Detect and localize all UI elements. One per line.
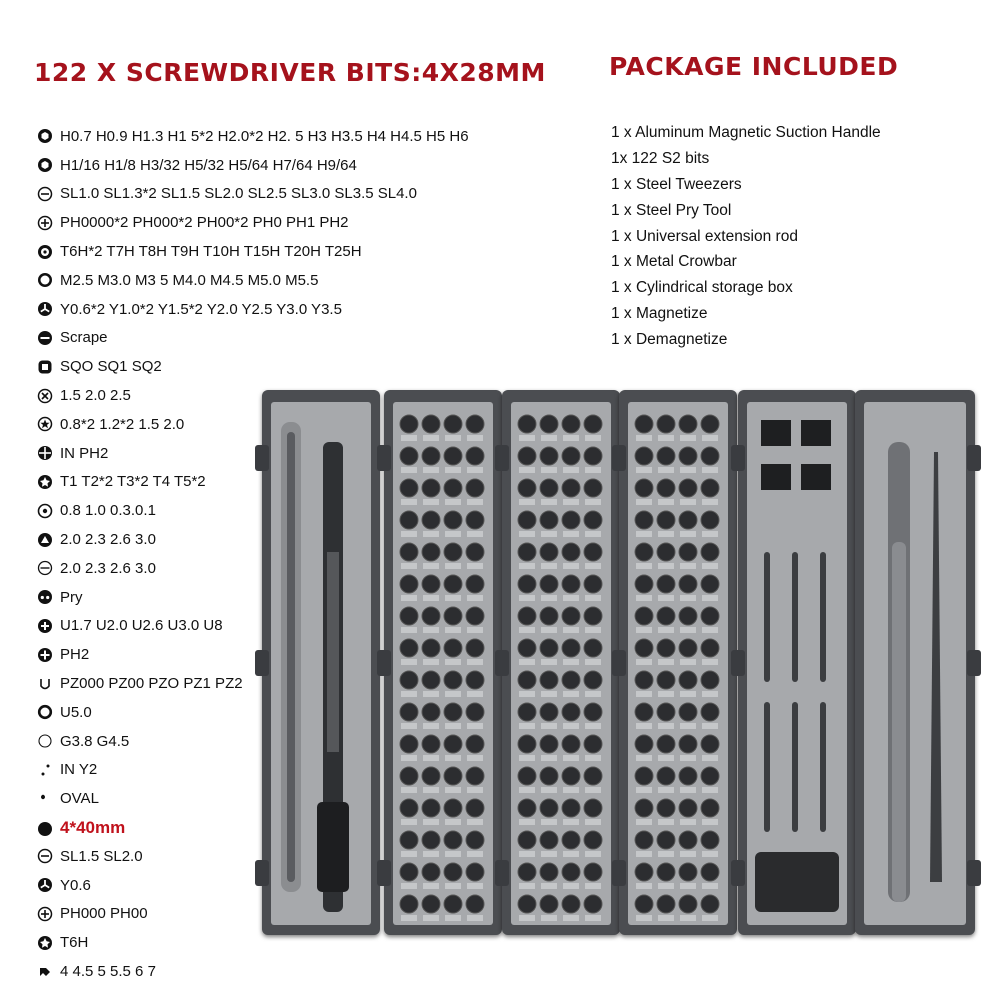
- extension-rod-icon: [864, 402, 964, 925]
- thin-ring-icon: [36, 732, 54, 750]
- spec-row: [36, 180, 469, 209]
- spec-text: IN Y2: [60, 761, 98, 779]
- wrench-icon: [36, 963, 54, 981]
- ring-icon: [36, 703, 54, 721]
- precision-tools-icon: [747, 402, 847, 925]
- pry-icon: [36, 588, 54, 606]
- spec-text: G3.8 G4.5: [60, 732, 130, 750]
- solid-dot-icon: [36, 819, 54, 837]
- hex-icon: [36, 156, 54, 174]
- oval-icon: [36, 790, 54, 808]
- spec-text: Scrape: [60, 329, 108, 347]
- spec-text: H1/16 H1/8 H3/32 H5/32 H5/64 H7/64 H9/64: [60, 156, 357, 174]
- case-hinge: [731, 445, 745, 471]
- spec-text: PZ000 PZ00 PZO PZ1 PZ2: [60, 675, 243, 693]
- spec-row: [36, 237, 469, 266]
- spec-text: T6H: [60, 934, 89, 952]
- spec-text: T6H*2 T7H T8H T9H T10H T15H T20H T25H: [60, 243, 362, 261]
- square-icon: [36, 358, 54, 376]
- torx-hole-icon: [36, 243, 54, 261]
- spec-text: Pry: [60, 588, 83, 606]
- spec-text: T1 T2*2 T3*2 T4 T5*2: [60, 473, 206, 491]
- case-hinge: [377, 860, 391, 886]
- spec-row: [36, 266, 469, 295]
- spec-text: M2.5 M3.0 M3 5 M4.0 M4.5 M5.0 M5.5: [60, 271, 319, 289]
- package-list: [611, 120, 881, 353]
- case-hinge: [612, 445, 626, 471]
- spec-text: 1.5 2.0 2.5: [60, 387, 131, 405]
- panel-tray: [511, 402, 611, 925]
- case-panel: [384, 390, 502, 935]
- phillips-icon: [36, 905, 54, 923]
- spec-text: IN PH2: [60, 444, 109, 462]
- spec-row: [36, 957, 469, 986]
- panel-tray: [271, 402, 371, 925]
- spec-text: Y0.6: [60, 876, 91, 894]
- case-hinge: [255, 860, 269, 886]
- spec-row: [36, 295, 469, 324]
- spec-text: H0.7 H0.9 H1.3 H1 5*2 H2.0*2 H2. 5 H3 H3.5 H4 H4.5 H5 H6: [60, 127, 469, 145]
- spec-row: [36, 151, 469, 180]
- spec-text: PH0000*2 PH000*2 PH00*2 PH0 PH1 PH2: [60, 214, 349, 232]
- slotted-icon: [36, 185, 54, 203]
- case-hinge: [377, 650, 391, 676]
- handle-tools-icon: [271, 402, 371, 925]
- spec-text: 0.8*2 1.2*2 1.5 2.0: [60, 415, 185, 433]
- spec-text: 2.0 2.3 2.6 3.0: [60, 531, 156, 549]
- spec-text: SL1.0 SL1.3*2 SL1.5 SL2.0 SL2.5 SL3.0 SL3.5 SL4.0: [60, 185, 417, 203]
- case-hinge: [495, 860, 509, 886]
- bits-title: 122 X SCREWDRIVER BITS:4X28MM: [34, 58, 546, 87]
- spec-row: [36, 324, 469, 353]
- package-item: 1 x Cylindrical storage box: [611, 279, 793, 297]
- spec-row: [36, 208, 469, 237]
- case-panel: [619, 390, 737, 935]
- panel-tray: [393, 402, 493, 925]
- spec-row: [36, 352, 469, 381]
- scrape-icon: [36, 329, 54, 347]
- spec-text: 2.0 2.3 2.6 3.0: [60, 559, 156, 577]
- hex-icon: [36, 127, 54, 145]
- bit-grid-icon: [393, 402, 493, 925]
- case-panel: [262, 390, 380, 935]
- phillips-icon: [36, 214, 54, 232]
- spec-text: PH2: [60, 646, 90, 664]
- package-item: 1 x Steel Tweezers: [611, 175, 742, 193]
- triangle-icon: [36, 531, 54, 549]
- package-item: 1x 122 S2 bits: [611, 149, 710, 167]
- two-dot-icon: [36, 761, 54, 779]
- dot-circle-icon: [36, 502, 54, 520]
- spec-row: [36, 122, 469, 151]
- spec-text: SQO SQ1 SQ2: [60, 358, 162, 376]
- tri-wing-icon: [36, 876, 54, 894]
- spec-text: SL1.5 SL2.0: [60, 847, 143, 865]
- spec-text: Y0.6*2 Y1.0*2 Y1.5*2 Y2.0 Y2.5 Y3.0 Y3.5: [60, 300, 342, 318]
- pentalobe-icon: [36, 415, 54, 433]
- case-hinge: [612, 650, 626, 676]
- case-hinge: [967, 445, 981, 471]
- package-item: 1 x Demagnetize: [611, 331, 728, 349]
- toolkit-case-image: [262, 380, 984, 950]
- spec-text: 4 4.5 5 5.5 6 7: [60, 963, 156, 980]
- package-item: 1 x Universal extension rod: [611, 227, 798, 245]
- tri-wing-icon: [36, 300, 54, 318]
- spec-text: PH000 PH00: [60, 905, 148, 923]
- slotted-icon: [36, 847, 54, 865]
- inner-phillips-icon: [36, 444, 54, 462]
- case-panel: [738, 390, 856, 935]
- torx-icon: [36, 934, 54, 952]
- spec-text: OVAL: [60, 790, 99, 808]
- case-hinge: [731, 650, 745, 676]
- bit-grid-icon: [628, 402, 728, 925]
- case-hinge: [967, 860, 981, 886]
- gear-plus-icon: [36, 646, 54, 664]
- u-shape-icon: [36, 675, 54, 693]
- case-panel: [502, 390, 620, 935]
- case-hinge: [377, 445, 391, 471]
- slash-circle-icon: [36, 559, 54, 577]
- spec-text: 0.8 1.0 0.3.0.1: [60, 502, 156, 520]
- panel-tray: [628, 402, 728, 925]
- cross-circle-icon: [36, 387, 54, 405]
- case-hinge: [967, 650, 981, 676]
- spec-text: U5.0: [60, 703, 92, 721]
- spec-text: 4*40mm: [60, 817, 126, 837]
- panel-tray: [864, 402, 966, 925]
- package-item: 1 x Metal Crowbar: [611, 253, 737, 271]
- package-title: PACKAGE INCLUDED: [609, 52, 899, 81]
- case-hinge: [255, 650, 269, 676]
- bit-grid-icon: [511, 402, 611, 925]
- case-panel: [855, 390, 975, 935]
- panel-tray: [747, 402, 847, 925]
- case-hinge: [612, 860, 626, 886]
- torx-icon: [36, 473, 54, 491]
- case-hinge: [731, 860, 745, 886]
- plus-circle-icon: [36, 617, 54, 635]
- case-hinge: [495, 445, 509, 471]
- case-hinge: [255, 445, 269, 471]
- package-item: 1 x Steel Pry Tool: [611, 201, 732, 219]
- package-item: 1 x Magnetize: [611, 305, 708, 323]
- socket-icon: [36, 271, 54, 289]
- case-hinge: [495, 650, 509, 676]
- package-item: 1 x Aluminum Magnetic Suction Handle: [611, 123, 881, 141]
- spec-text: U1.7 U2.0 U2.6 U3.0 U8: [60, 617, 223, 635]
